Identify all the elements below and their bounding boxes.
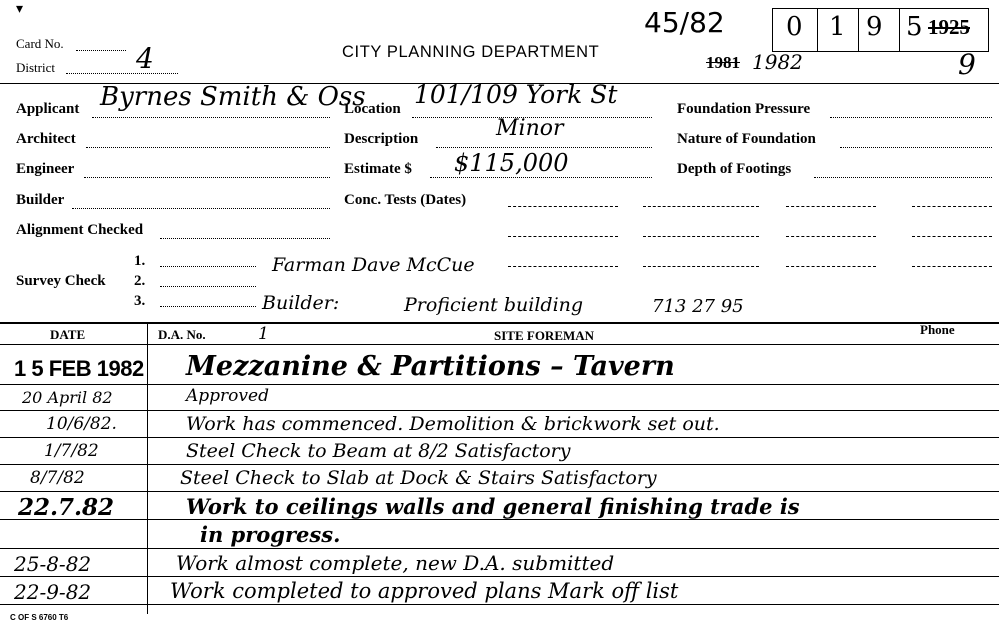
- row8-entry: Work almost complete, new D.A. submitted: [176, 551, 615, 575]
- survey-note-line1: Farman Dave McCue: [272, 254, 475, 276]
- row9-date: 22-9-82: [14, 580, 92, 604]
- estimate-label: Estimate $: [344, 161, 412, 177]
- col-da-header: D.A. No.: [158, 327, 206, 342]
- row1-date: 1 5 FEB 1982: [14, 356, 144, 381]
- conc-test-line-a2: [508, 236, 618, 237]
- estimate-value: $115,000: [454, 149, 569, 177]
- row1-entry: Mezzanine & Partitions – Tavern: [186, 351, 675, 382]
- row-rule-6: [0, 519, 999, 520]
- survey-builder-word: Builder:: [262, 292, 340, 314]
- struck-year-box: 1925: [928, 15, 970, 39]
- file-digit-1: 0: [786, 12, 803, 42]
- conc-test-line-c2: [786, 236, 876, 237]
- conc-test-line-b1: [643, 206, 759, 207]
- conc-tests-label: Conc. Tests (Dates): [344, 192, 467, 208]
- row-rule-7: [0, 548, 999, 549]
- survey-number-3: 3.: [134, 293, 146, 309]
- file-digit-3: 9: [866, 12, 883, 42]
- survey-phone: 713 27 95: [652, 296, 744, 317]
- row-rule-8: [0, 576, 999, 577]
- card-no-line: [76, 50, 126, 51]
- applicant-value: Byrnes Smith & Oss: [100, 82, 366, 112]
- description-value: Minor: [496, 116, 564, 141]
- row3-entry: Work has commenced. Demolition & brickwork set out.: [186, 413, 720, 435]
- row9-entry: Work completed to approved plans Mark off list: [170, 579, 679, 603]
- applicant-label: Applicant: [16, 101, 80, 117]
- table-top-rule: [0, 322, 999, 324]
- alignment-line: [160, 238, 330, 239]
- builder-label: Builder: [16, 192, 65, 208]
- survey-line-3: [160, 306, 256, 307]
- survey-line-2: [160, 286, 256, 287]
- description-label: Description: [344, 131, 419, 147]
- row6-entry: Work to ceilings walls and general finishing trade is: [186, 494, 800, 519]
- record-year: 1982: [752, 50, 803, 74]
- district-label: District: [16, 60, 55, 75]
- engineer-line: [84, 177, 330, 178]
- table-header-rule: [0, 344, 999, 345]
- row3-date: 10/6/82.: [46, 414, 117, 434]
- form-code: C OF S 6760 T6: [10, 613, 69, 622]
- row4-entry: Steel Check to Beam at 8/2 Satisfactory: [186, 440, 571, 462]
- row8-date: 25-8-82: [14, 552, 92, 576]
- row5-date: 8/7/82: [30, 468, 85, 488]
- row-rule-1: [0, 384, 999, 385]
- row-rule-2: [0, 410, 999, 411]
- row-rule-3: [0, 437, 999, 438]
- conc-test-line-c3: [786, 266, 876, 267]
- row-rule-9: [0, 604, 999, 605]
- col-phone-header: Phone: [920, 322, 955, 337]
- builder-line: [72, 208, 330, 209]
- col-date-header: DATE: [50, 327, 86, 342]
- description-line: [436, 147, 652, 148]
- file-reference: 45/82: [644, 6, 725, 39]
- row6-date: 22.7.82: [18, 494, 115, 521]
- conc-test-line-d3: [912, 266, 992, 267]
- architect-label: Architect: [16, 131, 76, 147]
- row5-entry: Steel Check to Slab at Dock & Stairs Satisfactory: [180, 467, 657, 489]
- row7-entry: in progress.: [200, 522, 341, 547]
- survey-number-1: 1.: [134, 253, 146, 269]
- conc-test-line-a1: [508, 206, 618, 207]
- col-site-foreman-header: SITE FOREMAN: [494, 328, 595, 343]
- foundation-pressure-line: [830, 117, 992, 118]
- table-column-divider: [147, 322, 148, 614]
- location-value: 101/109 York St: [414, 80, 618, 109]
- foundation-pressure-label: Foundation Pressure: [677, 101, 811, 117]
- conc-test-line-a3: [508, 266, 618, 267]
- estimate-line: [430, 177, 652, 178]
- architect-line: [86, 147, 330, 148]
- nature-of-foundation-label: Nature of Foundation: [677, 131, 816, 147]
- corner-mark: ▾: [16, 0, 24, 16]
- row4-date: 1/7/82: [44, 441, 99, 461]
- da-number-value: 1: [258, 324, 269, 344]
- survey-line-1: [160, 266, 256, 267]
- survey-check-label: Survey Check: [16, 273, 106, 289]
- file-digit-2: 1: [829, 12, 846, 42]
- row2-entry: Approved: [186, 386, 269, 406]
- struck-year: 1981: [706, 53, 740, 72]
- card-no-label: Card No.: [16, 36, 64, 51]
- applicant-line: [92, 117, 330, 118]
- row-rule-4: [0, 464, 999, 465]
- row2-date: 20 April 82: [22, 388, 113, 407]
- conc-test-line-b2: [643, 236, 759, 237]
- conc-test-line-d1: [912, 206, 992, 207]
- location-label: Location: [344, 101, 401, 117]
- alignment-label: Alignment Checked: [16, 222, 144, 238]
- survey-builder-name: Proficient building: [404, 294, 584, 316]
- depth-of-footings-label: Depth of Footings: [677, 161, 792, 177]
- folio-number: 9: [958, 48, 976, 81]
- engineer-label: Engineer: [16, 161, 75, 177]
- conc-test-line-c1: [786, 206, 876, 207]
- row-rule-5: [0, 491, 999, 492]
- district-value: 4: [136, 42, 154, 75]
- page-title: CITY PLANNING DEPARTMENT: [342, 43, 600, 61]
- conc-test-line-b3: [643, 266, 759, 267]
- nature-of-foundation-line: [840, 147, 992, 148]
- conc-test-line-d2: [912, 236, 992, 237]
- depth-of-footings-line: [814, 177, 992, 178]
- survey-number-2: 2.: [134, 273, 146, 289]
- file-digit-4: 5: [906, 12, 923, 42]
- district-line: [66, 73, 178, 74]
